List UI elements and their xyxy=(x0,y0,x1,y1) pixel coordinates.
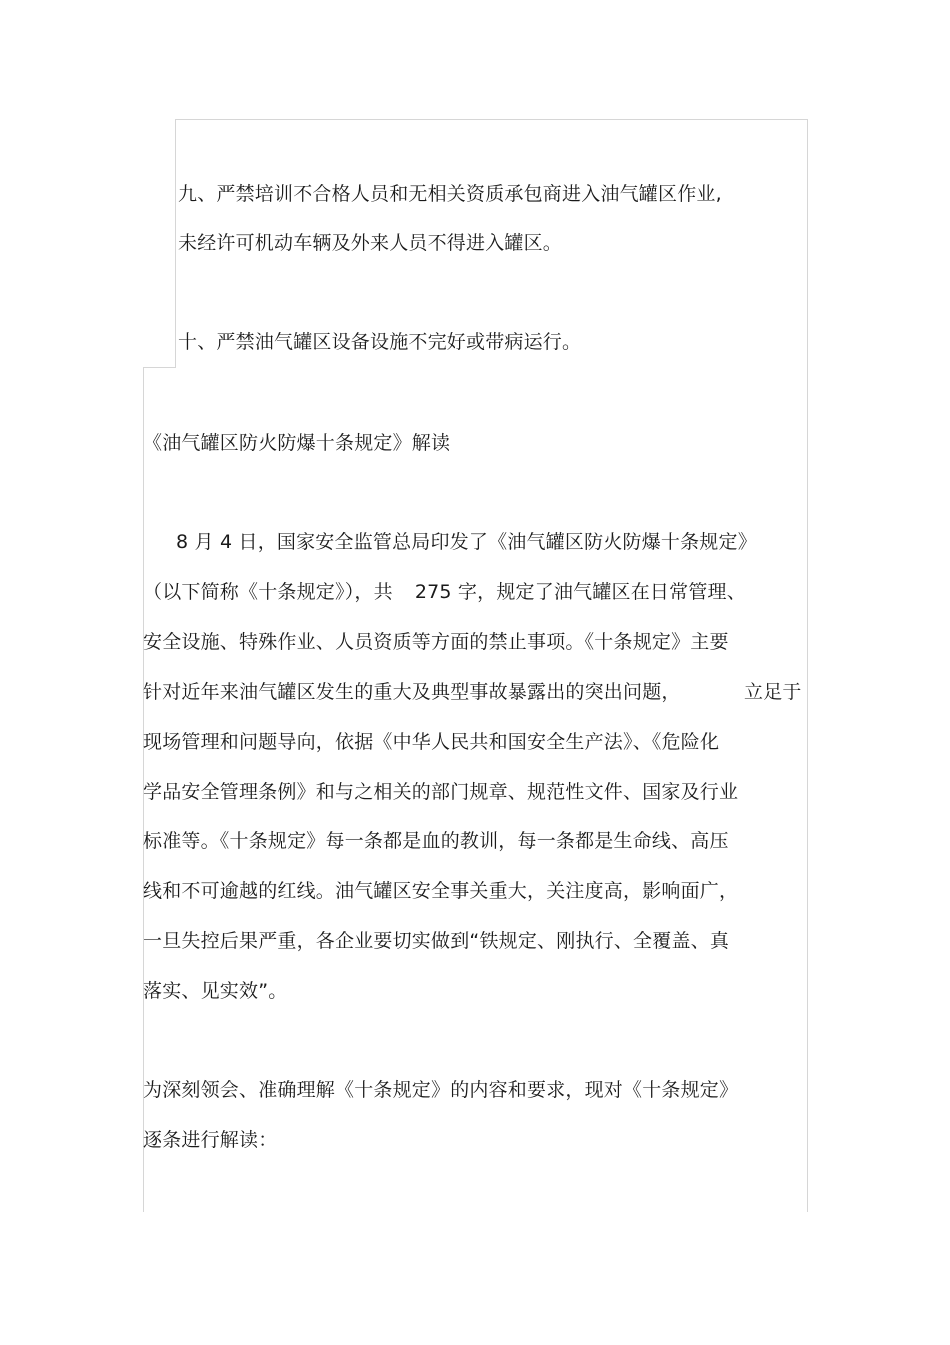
frame-step-line xyxy=(143,367,176,368)
intro-line-2-a: （以下简称《十条规定》），共 xyxy=(143,581,393,603)
item-nine-line-2: 未经许可机动车辆及外来人员不得进入罐区。 xyxy=(178,232,563,254)
intro-line-6: 学品安全管理条例》和与之相关的部门规章、规范性文件、国家及行业 xyxy=(143,781,739,803)
item-ten: 十、严禁油气罐区设备设施不完好或带病运行。 xyxy=(178,331,582,353)
intro-line-7: 标准等。《十条规定》每一条都是血的教训，每一条都是生命线、高压 xyxy=(143,830,729,852)
closing-line-1: 为深刻领会、准确理解《十条规定》的内容和要求，现对《十条规定》 xyxy=(143,1079,739,1101)
frame-right-line xyxy=(807,119,808,1212)
intro-line-10: 落实、见实效”。 xyxy=(143,980,288,1002)
intro-line-4-b: 立足于 xyxy=(744,681,802,703)
intro-line-5: 现场管理和问题导向，依据《中华人民共和国安全生产法》、《危险化 xyxy=(143,731,720,753)
intro-line-9: 一旦失控后果严重，各企业要切实做到“铁规定、刚执行、全覆盖、真 xyxy=(143,930,730,952)
intro-line-4 xyxy=(143,680,681,704)
intro-line-4-a: 针对近年来油气罐区发生的重大及典型事故暴露出的突出问题， xyxy=(143,681,681,703)
section-title: 《油气罐区防火防爆十条规定》解读 xyxy=(143,432,451,454)
intro-line-2-b: 275 字，规定了油气罐区在日常管理、 xyxy=(414,581,746,603)
item-nine-line-1: 九、严禁培训不合格人员和无相关资质承包商进入油气罐区作业, xyxy=(178,183,722,205)
frame-top-line xyxy=(175,119,808,120)
intro-line-3: 安全设施、特殊作业、人员资质等方面的禁止事项。《十条规定》主要 xyxy=(143,631,729,653)
frame-inner-left-line xyxy=(175,119,176,367)
intro-line-2 xyxy=(143,580,746,604)
closing-line-2: 逐条进行解读： xyxy=(143,1129,278,1151)
intro-line-1: 8 月 4 日，国家安全监管总局印发了《油气罐区防火防爆十条规定》 xyxy=(176,531,757,553)
intro-line-8: 线和不可逾越的红线。油气罐区安全事关重大，关注度高，影响面广， xyxy=(143,880,739,902)
